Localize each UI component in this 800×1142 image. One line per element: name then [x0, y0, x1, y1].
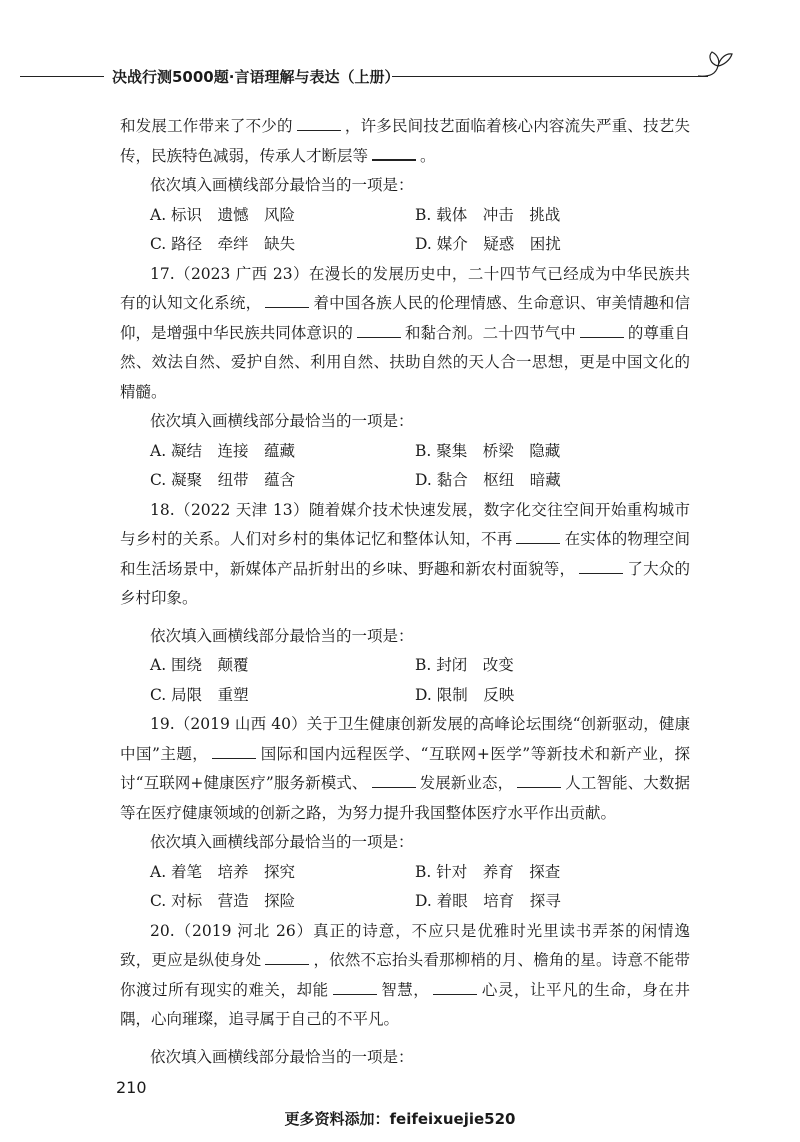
- option-b: B. 聚集 桥梁 隐藏: [415, 441, 561, 460]
- question-19: [120, 710, 690, 828]
- question-20: [120, 917, 690, 1035]
- option-b: B. 封闭 改变: [415, 656, 514, 674]
- answer-blank: [517, 772, 561, 788]
- footer-note: 更多资料添加：feifeixuejie520: [284, 1110, 516, 1128]
- options-row: [120, 887, 690, 917]
- text: 18.（2022 天津 13）随着媒介技术快速发展，数字化交往空间开始重构城市与乡村的关系。人们对乡村的集体记忆和整体认知，不再: [120, 500, 690, 548]
- option-d: D. 限制 反映: [415, 685, 515, 704]
- header-rule-right: [392, 76, 708, 77]
- option-d: D. 媒介 疑惑 困扰: [415, 235, 561, 253]
- answer-blank: [580, 322, 624, 338]
- answer-blank: [265, 949, 309, 965]
- question-17: [120, 260, 690, 408]
- answer-blank: [265, 292, 309, 308]
- text: ，许多民间技艺面临着核心内容流失严重、技艺失传，民族特色减弱，传承人才断层等: [120, 117, 690, 165]
- text: 和发展工作带来了不少的: [120, 117, 293, 135]
- text: 了大众的乡村印象。: [120, 559, 690, 607]
- answer-blank: [372, 144, 416, 161]
- question-prompt: 依次填入画横线部分最恰当的一项是：: [150, 833, 414, 851]
- answer-blank: [433, 979, 477, 995]
- text: 着中国各族人民的伦理情感、生命意识、审美情趣和信仰，是增强中华民族共同体意识的: [120, 294, 690, 342]
- option-c: C. 对标 营造 探险: [150, 892, 296, 910]
- text: 的尊重自然、效法自然、爱护自然、利用自然、扶助自然的天人合一思想，更是中国文化的精髓。: [120, 323, 690, 401]
- option-c: C. 局限 重塑: [150, 685, 249, 704]
- text: 心灵，让平凡的生命，身在井隅，心向璀璨，追寻属于自己的不平凡。: [120, 980, 690, 1028]
- text: 人工智能、大数据等在医疗健康领域的创新之路，为努力提升我国整体医疗水平作出贡献。: [120, 774, 690, 822]
- question-prompt: 依次填入画横线部分最恰当的一项是：: [150, 412, 414, 430]
- options-row: [120, 437, 690, 467]
- answer-blank: [516, 528, 560, 544]
- answer-blank: [357, 322, 401, 338]
- text: 国际和国内远程医学、“互联网+医学”等新技术和新产业，探讨“互联网+健康医疗”服务新模式、: [120, 744, 690, 792]
- answer-blank: [372, 772, 416, 788]
- option-a: A. 着笔 培养 探究: [150, 862, 296, 881]
- text: 和黏合剂。二十四节气中: [404, 323, 576, 342]
- text: ，依然不忘抬头看那柳梢的月、檐角的星。诗意不能带你渡过所有现实的难关，却能: [120, 951, 690, 999]
- option-a: A. 凝结 连接 蕴藏: [150, 441, 296, 460]
- text: 在实体的物理空间和生活场景中，新媒体产品折射出的乡味、野趣和新农村面貌等，: [120, 530, 690, 578]
- options-row: [120, 466, 690, 496]
- header-rule-left: [20, 76, 104, 77]
- question-18: [120, 496, 690, 614]
- text: 。: [420, 146, 436, 165]
- options-row: [120, 651, 690, 681]
- option-d: D. 黏合 枢纽 暗藏: [415, 471, 561, 489]
- text: 19.（2019 山西 40）关于卫生健康创新发展的高峰论坛围绕“创新驱动，健康中国”主题，: [120, 715, 690, 763]
- answer-blank: [297, 115, 341, 131]
- option-c: C. 路径 牵绊 缺失: [150, 235, 296, 253]
- question-prompt: 依次填入画横线部分最恰当的一项是：: [150, 176, 414, 194]
- answer-blank: [333, 979, 377, 995]
- page-body: [120, 112, 690, 1072]
- option-b: B. 针对 养育 探查: [415, 862, 561, 881]
- book-title: 决战行测5000题·言语理解与表达（上册）: [112, 68, 400, 86]
- options-row: [120, 681, 690, 711]
- option-d: D. 着眼 培育 探寻: [415, 892, 561, 910]
- options-row: [120, 201, 690, 231]
- text: 智慧，: [380, 980, 430, 999]
- answer-blank: [579, 558, 623, 574]
- text: 20.（2019 河北 26）真正的诗意，不应只是优雅时光里读书弄茶的闲情逸致，更应是纵使身处: [120, 921, 690, 969]
- answer-blank: [212, 743, 256, 759]
- page-number: 210: [116, 1078, 147, 1097]
- question-prompt: 依次填入画横线部分最恰当的一项是：: [150, 1047, 414, 1066]
- question-prompt: 依次填入画横线部分最恰当的一项是：: [150, 626, 414, 645]
- option-b: B. 载体 冲击 挑战: [415, 205, 561, 224]
- text: 发展新业态，: [419, 774, 514, 792]
- option-a: A. 标识 遗憾 风险: [150, 205, 296, 224]
- running-header: [20, 64, 780, 88]
- question-16-continuation: [120, 112, 690, 171]
- option-c: C. 凝聚 纽带 蕴含: [150, 471, 296, 489]
- options-row: [120, 858, 690, 888]
- sprout-icon: [696, 50, 736, 80]
- option-a: A. 围绕 颠覆: [150, 656, 249, 674]
- text: 17.（2023 广西 23）在漫长的发展历史中，二十四节气已经成为中华民族共有的认知文化系统，: [120, 264, 690, 312]
- options-row: [120, 230, 690, 260]
